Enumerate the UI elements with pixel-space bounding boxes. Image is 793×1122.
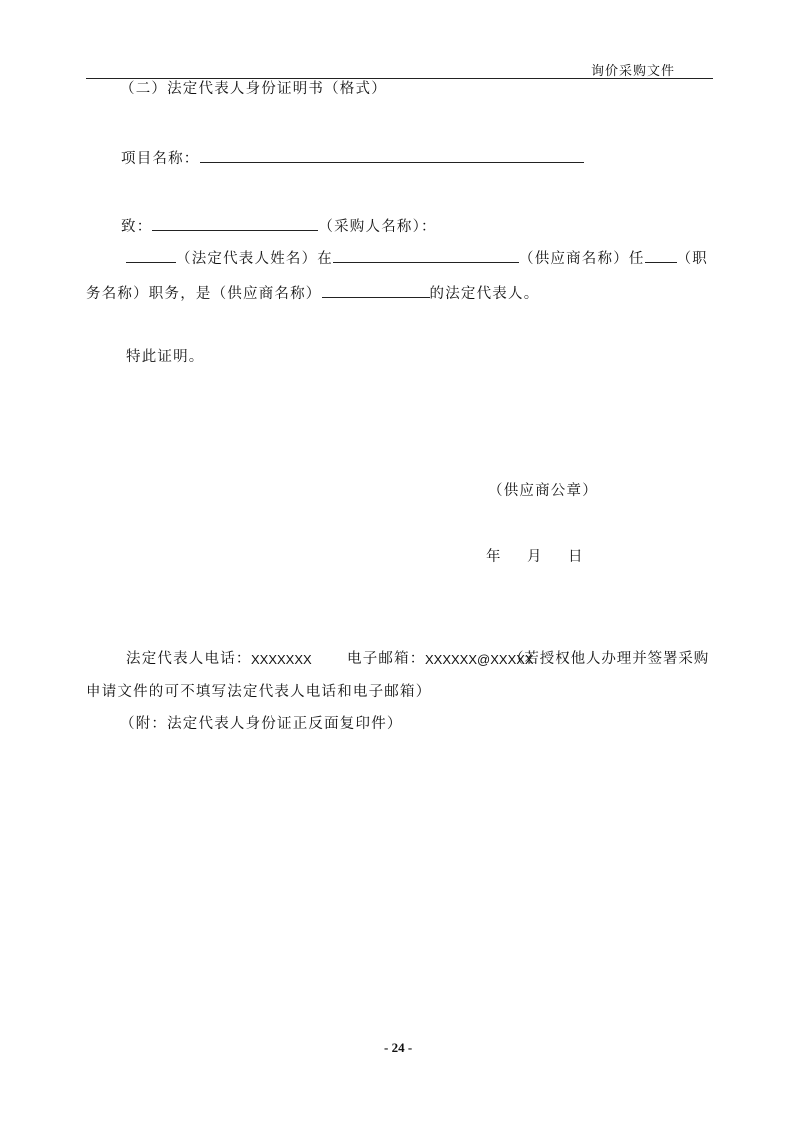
date-day: 日 xyxy=(568,549,584,565)
purchaser-name-field[interactable] xyxy=(152,216,318,231)
project-name-field[interactable] xyxy=(200,148,584,163)
date-month: 月 xyxy=(527,549,543,565)
contact-note-part-b: 申请文件的可不填写法定代表人电话和电子邮箱） xyxy=(86,684,432,700)
body-line-2-part-a: 务名称）职务，是（供应商名称） xyxy=(86,286,322,302)
addressee-row xyxy=(121,216,437,236)
position-field[interactable] xyxy=(645,248,677,263)
phone-label: 法定代表人电话： xyxy=(126,651,252,667)
page-number: - 24 - xyxy=(384,1040,413,1055)
header-doc-type: 询价采购文件 xyxy=(591,64,676,79)
supplier-name-field-2[interactable] xyxy=(322,283,430,298)
body-line-2-part-b: 的法定代表人。 xyxy=(429,286,540,302)
legal-rep-name-field[interactable] xyxy=(126,248,176,263)
body-line-1-part-c: （职 xyxy=(676,251,709,267)
contact-note-part-a: （若授权他人办理并签署采购 xyxy=(509,651,710,667)
body-line-1 xyxy=(126,248,708,268)
supplier-seal-label: （供应商公章） xyxy=(488,483,598,499)
supplier-name-field[interactable] xyxy=(333,248,519,263)
project-name-row xyxy=(121,148,584,168)
body-line-2 xyxy=(86,283,539,303)
attachment-note: （附：法定代表人身份证正反面复印件） xyxy=(120,716,403,732)
email-label: 电子邮箱： xyxy=(347,651,426,667)
addressee-suffix: （采购人名称）： xyxy=(318,219,437,235)
email-value: XXXXXX@XXXXX xyxy=(425,652,534,667)
date-year: 年 xyxy=(486,549,502,565)
addressee-prefix: 致： xyxy=(121,219,153,235)
section-title: （二）法定代表人身份证明书（格式） xyxy=(120,81,387,97)
project-name-label: 项目名称： xyxy=(121,151,200,167)
header-rule xyxy=(86,78,713,79)
certify-text: 特此证明。 xyxy=(126,349,205,365)
phone-value: XXXXXXX xyxy=(251,652,312,667)
body-line-1-part-a: （法定代表人姓名）在 xyxy=(176,251,333,267)
body-line-1-part-b: （供应商名称）任 xyxy=(519,251,645,267)
